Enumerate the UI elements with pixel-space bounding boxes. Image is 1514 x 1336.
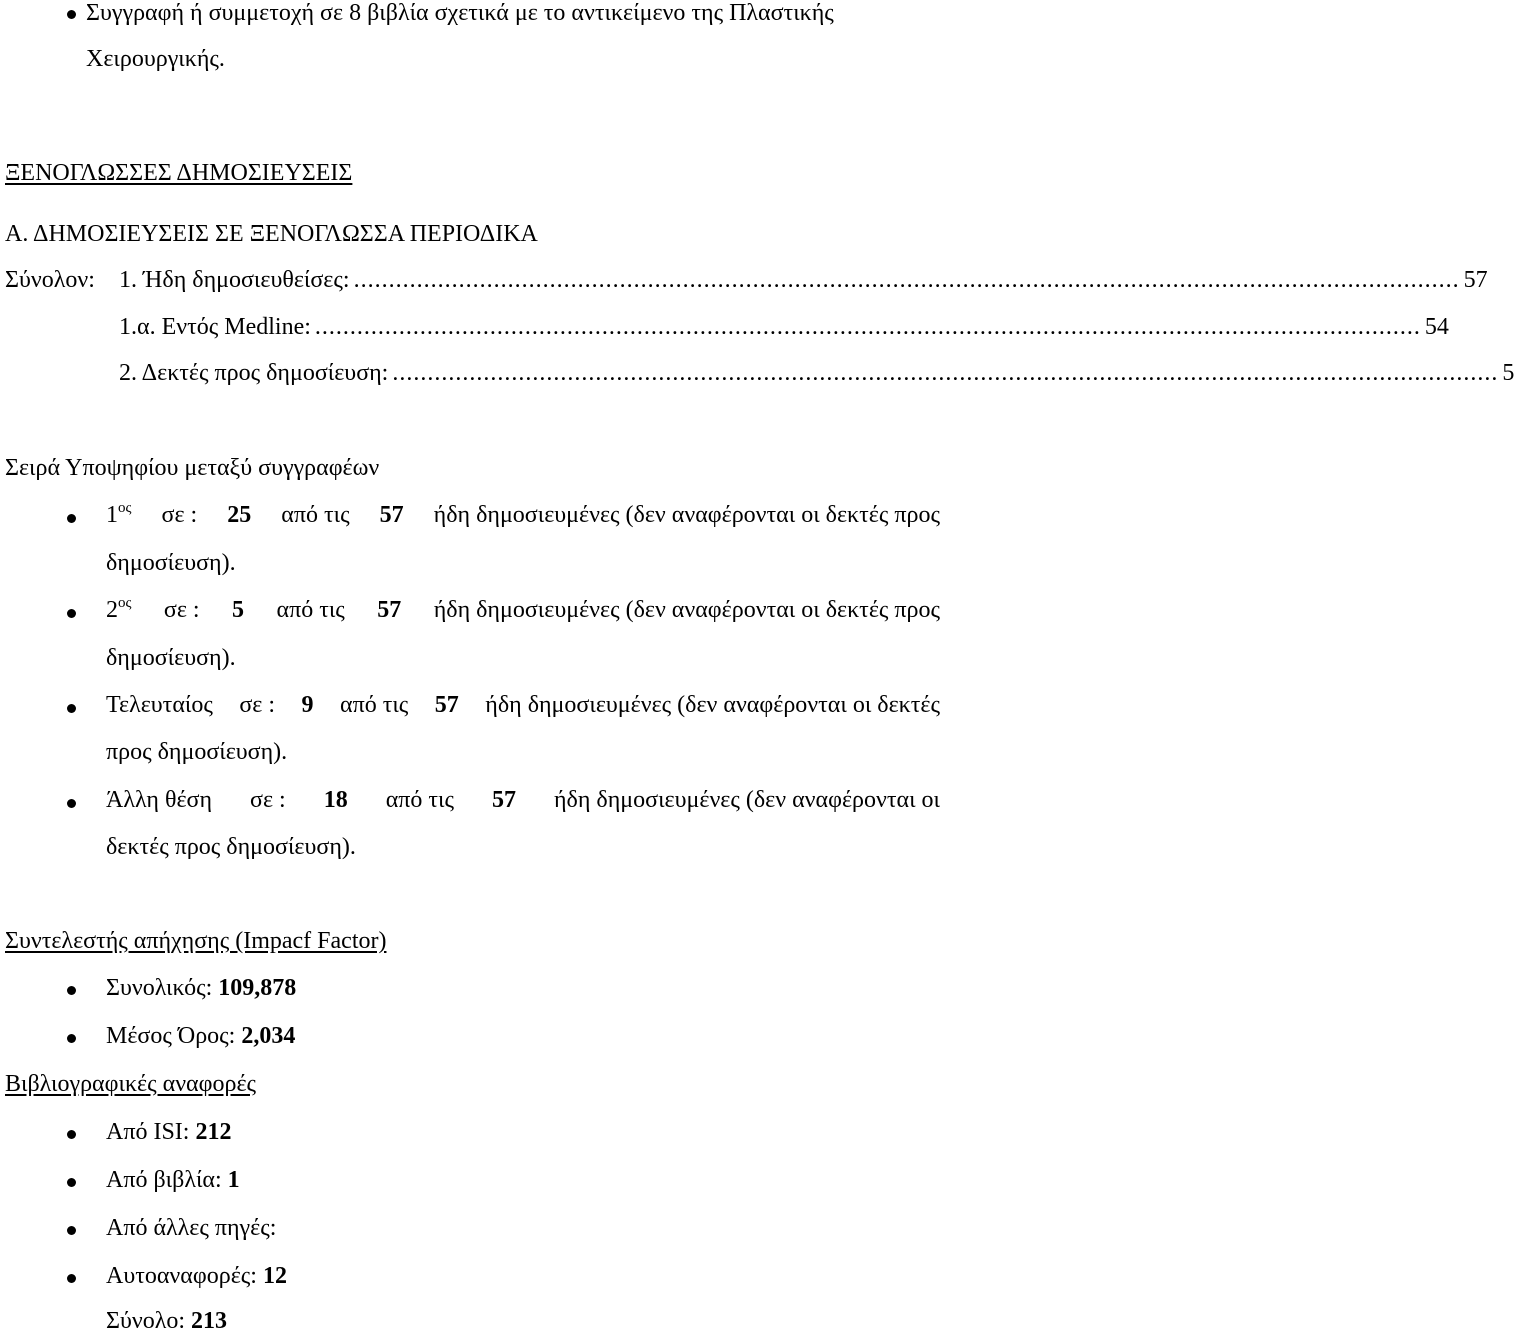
bullet-icon xyxy=(67,10,76,19)
citation-total-label: Σύνολο: xyxy=(106,1308,186,1334)
toc-row-medline xyxy=(119,312,1449,342)
toc-dot-leader: .............................................................................................................................................................. xyxy=(314,314,1421,340)
impact-average xyxy=(106,1021,295,1051)
rank-ordinal: Άλλη θέση xyxy=(106,787,213,813)
rank-count: 5 xyxy=(232,597,245,623)
rank-ordinal: 2 xyxy=(106,597,118,623)
toc-row-published xyxy=(119,265,1488,295)
total-label: Σύνολον: xyxy=(5,267,95,293)
rank-ordinal: Τελευταίος xyxy=(106,692,213,718)
citation-value: 1 xyxy=(227,1167,240,1193)
bullet-icon xyxy=(67,514,76,523)
citation-label: Από άλλες πηγές: xyxy=(106,1215,277,1241)
impact-label: Συνολικός: xyxy=(106,975,213,1001)
bullet-icon xyxy=(67,1274,76,1283)
citation-value: 212 xyxy=(195,1119,232,1145)
rank-mid: από τις xyxy=(281,502,350,528)
bullet-icon xyxy=(67,1226,76,1235)
rank-prefix: σε : xyxy=(161,502,198,528)
author-rank-heading: Σειρά Υποψηφίου μεταξύ συγγραφέων xyxy=(5,455,380,481)
rank-second-line xyxy=(106,595,940,625)
impact-value: 2,034 xyxy=(241,1023,296,1049)
rank-count: 18 xyxy=(323,787,348,813)
rank-rest: ήδη δημοσιευμένες (δεν αναφέρονται οι δεκτές προς xyxy=(433,502,940,528)
impact-total xyxy=(106,973,296,1003)
rank-rest: ήδη δημοσιευμένες (δεν αναφέρονται οι δεκτές xyxy=(485,692,940,718)
books-line-2: Χειρουργικής. xyxy=(86,46,225,72)
rank-other-line xyxy=(106,785,940,815)
bullet-icon xyxy=(67,986,76,995)
rank-total: 57 xyxy=(492,787,516,813)
toc-dot-leader: .............................................................................................................................................................. xyxy=(353,267,1460,293)
citations-other xyxy=(106,1213,276,1243)
toc-row-value: 5 xyxy=(1502,360,1514,386)
rank-prefix: σε : xyxy=(163,597,200,623)
citation-total-value: 213 xyxy=(191,1308,228,1334)
impact-value: 109,878 xyxy=(218,975,297,1001)
impact-factor-heading: Συντελεστής απήχησης (Impacf Factor) xyxy=(5,928,387,954)
books-line-1: Συγγραφή ή συμμετοχή σε 8 βιβλία σχετικά με το αντικείμενο της Πλαστικής xyxy=(86,0,834,26)
rank-rest: ήδη δημοσιευμένες (δεν αναφέρονται οι δεκτές προς xyxy=(433,597,940,623)
citations-self xyxy=(106,1261,287,1291)
foreign-publications-heading: ΞΕΝΟΓΛΩΣΣΕΣ ΔΗΜΟΣΙΕΥΣΕΙΣ xyxy=(5,160,353,186)
rank-first-line xyxy=(106,500,940,530)
rank-prefix: σε : xyxy=(239,692,276,718)
rank-last-continuation: προς δημοσίευση). xyxy=(106,739,288,765)
citations-heading: Βιβλιογραφικές αναφορές xyxy=(5,1071,257,1097)
bullet-icon xyxy=(67,1178,76,1187)
citation-value: 12 xyxy=(262,1263,287,1289)
rank-first-continuation: δημοσίευση). xyxy=(106,550,236,576)
rank-count: 9 xyxy=(301,692,314,718)
rank-last-line xyxy=(106,690,940,720)
rank-other-continuation: δεκτές προς δημοσίευση). xyxy=(106,834,356,860)
rank-ordinal: 1 xyxy=(106,502,118,528)
foreign-journals-subheading: Α. ΔΗΜΟΣΙΕΥΣΕΙΣ ΣΕ ΞΕΝΟΓΛΩΣΣΑ ΠΕΡΙΟΔΙΚΑ xyxy=(5,221,538,247)
citations-isi xyxy=(106,1117,231,1147)
toc-row-accepted xyxy=(119,358,1514,388)
toc-row-value: 54 xyxy=(1424,314,1449,340)
rank-rest: ήδη δημοσιευμένες (δεν αναφέρονται οι xyxy=(554,787,940,813)
rank-ordinal-suffix: ος xyxy=(118,595,132,611)
citation-label: Από βιβλία: xyxy=(106,1167,222,1193)
rank-total: 57 xyxy=(379,502,404,528)
toc-row-label: 1.α. Εντός Medline: xyxy=(119,314,311,340)
rank-mid: από τις xyxy=(276,597,345,623)
rank-ordinal-suffix: ος xyxy=(118,500,132,516)
citation-label: Από ISI: xyxy=(106,1119,190,1145)
toc-row-label: 2. Δεκτές προς δημοσίευση: xyxy=(119,360,389,386)
rank-total: 57 xyxy=(434,692,459,718)
toc-dot-leader: .............................................................................................................................................................. xyxy=(392,360,1499,386)
citations-total xyxy=(106,1306,227,1336)
bullet-icon xyxy=(67,704,76,713)
rank-count: 25 xyxy=(227,502,252,528)
toc-row-label: 1. Ήδη δημοσιευθείσες: xyxy=(119,267,350,293)
citations-books xyxy=(106,1165,240,1195)
rank-prefix: σε : xyxy=(250,787,286,813)
impact-label: Μέσος Όρος: xyxy=(106,1023,236,1049)
rank-mid: από τις xyxy=(385,787,454,813)
rank-second-continuation: δημοσίευση). xyxy=(106,645,236,671)
bullet-icon xyxy=(67,1130,76,1139)
bullet-icon xyxy=(67,799,76,808)
citation-label: Αυτοαναφορές: xyxy=(106,1263,257,1289)
rank-total: 57 xyxy=(377,597,402,623)
bullet-icon xyxy=(67,1034,76,1043)
bullet-icon xyxy=(67,609,76,618)
toc-row-value: 57 xyxy=(1463,267,1488,293)
rank-mid: από τις xyxy=(340,692,409,718)
